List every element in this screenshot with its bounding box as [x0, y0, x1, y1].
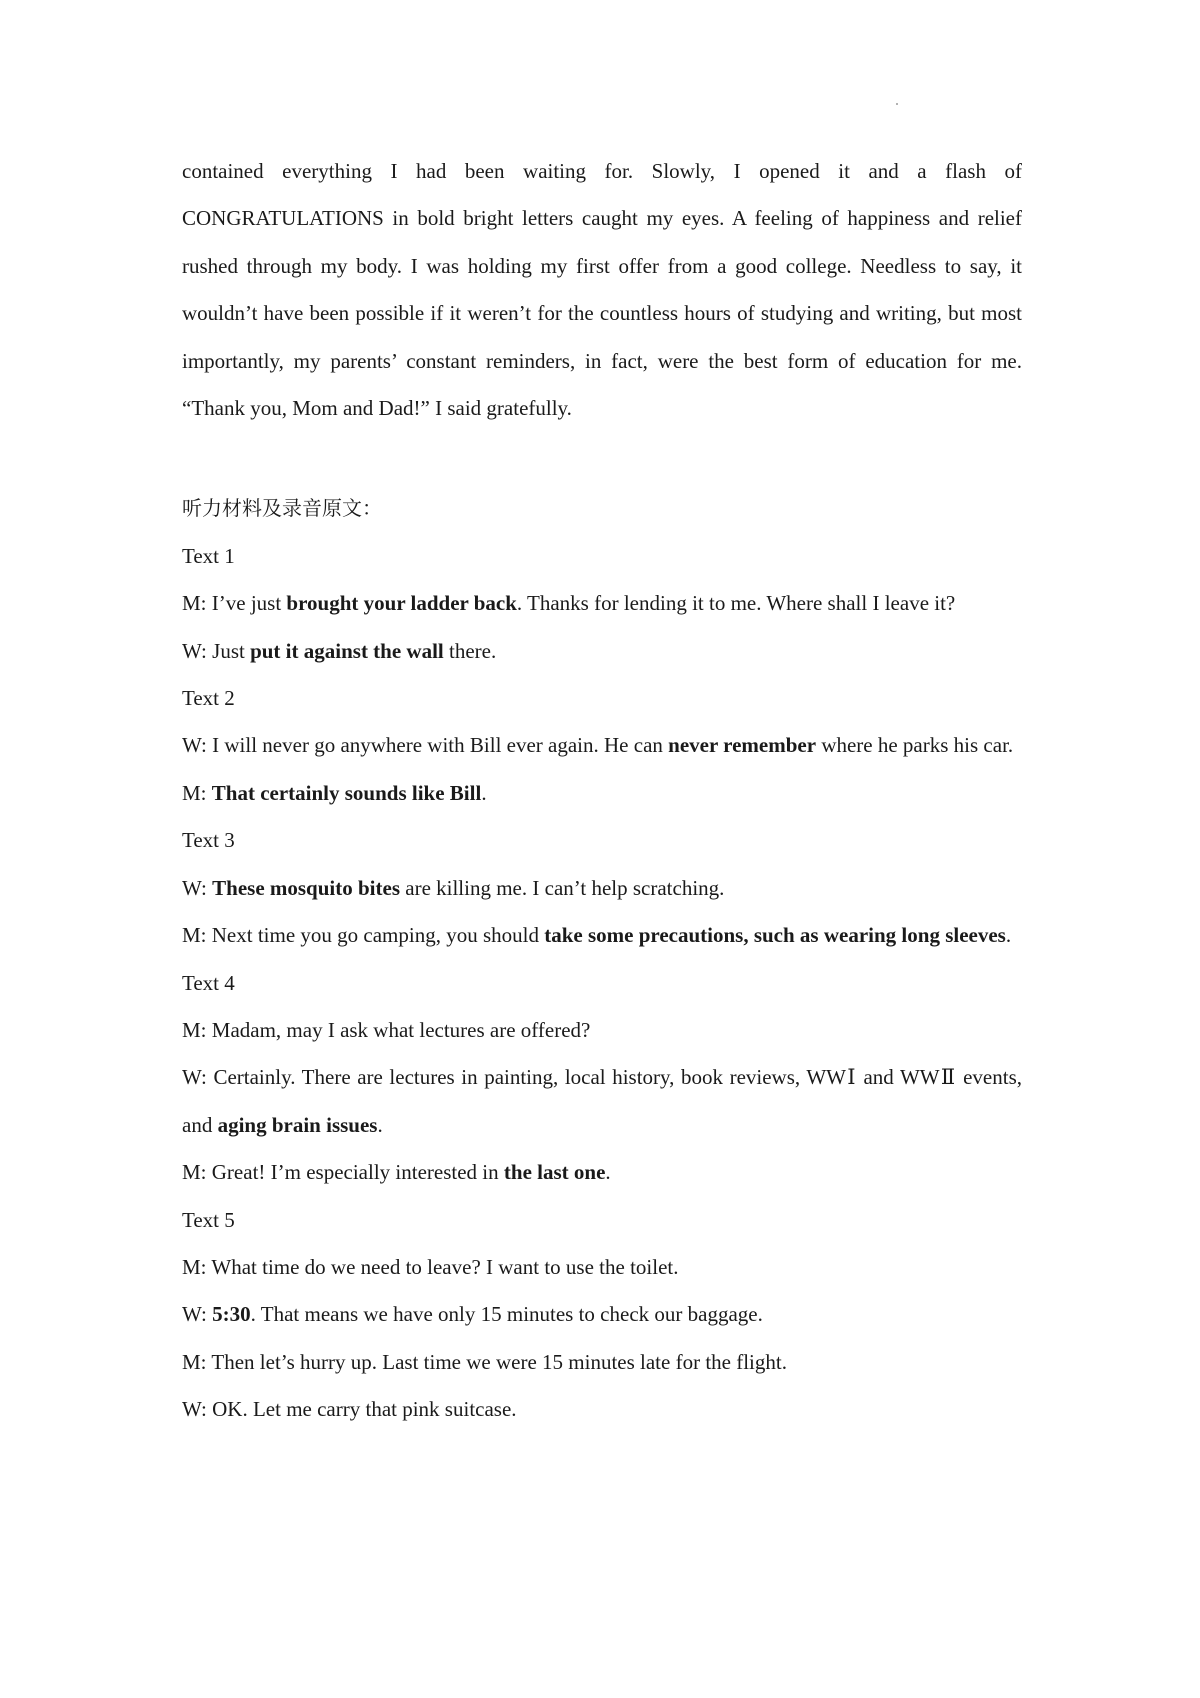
bold-key-phrase: put it against the wall — [250, 638, 444, 663]
dialogue-text: there. — [443, 638, 497, 663]
dialogue-text: Then let’s hurry up. Last time we were 15 minutes late for the flight. — [206, 1349, 787, 1374]
speaker-label: W: — [182, 1397, 207, 1422]
dialogue-text: Madam, may I ask what lectures are offered? — [206, 1017, 591, 1042]
bold-key-phrase: 5:30 — [212, 1302, 251, 1327]
bold-key-phrase: These mosquito bites — [212, 875, 400, 900]
dialogue-text: I’ve just — [206, 591, 287, 616]
dialogue-text: . That means we have only 15 minutes to check our baggage. — [250, 1302, 763, 1327]
dialogue-text: OK. Let me carry that pink suitcase. — [206, 1397, 517, 1422]
dialogue-text: . Thanks for lending it to me. Where shall I leave it? — [516, 591, 956, 616]
dialogue-text: . — [1005, 923, 1012, 948]
dialogue-text: Just — [206, 638, 251, 663]
dialogue-line — [182, 628, 1022, 675]
dialogue-text: . — [605, 1160, 611, 1185]
section-gap — [182, 432, 1022, 485]
text-title: Text 1 — [182, 543, 235, 568]
dialogue-line — [182, 722, 1022, 769]
bold-key-phrase: That certainly sounds like Bill — [211, 780, 482, 805]
speaker-label: W: — [182, 1302, 207, 1327]
text-title: Text 3 — [182, 828, 235, 853]
transcript — [182, 533, 1022, 1434]
speaker-label: M: — [182, 1349, 207, 1374]
dialogue-text: are killing me. I can’t help scratching. — [400, 875, 725, 900]
dialogue-line — [182, 1386, 1022, 1433]
page-content — [182, 148, 1022, 1434]
dialogue-text: where he parks his car. — [816, 733, 1014, 758]
speaker-label: W: — [182, 733, 207, 758]
section-heading: 听力材料及录音原文： — [182, 496, 382, 521]
dialogue-line — [182, 912, 1022, 959]
speaker-label: W: — [182, 638, 207, 663]
speaker-label: W: — [182, 1065, 207, 1090]
dialogue-line — [182, 1054, 1022, 1149]
text-title: Text 2 — [182, 686, 235, 711]
dialogue-text: . — [481, 780, 487, 805]
dialogue-line — [182, 1007, 1022, 1054]
dialogue-line — [182, 1244, 1022, 1291]
dialogue-line — [182, 1291, 1022, 1338]
speaker-label: M: — [182, 923, 207, 948]
speaker-label: M: — [182, 1017, 207, 1042]
dialogue-text: . — [377, 1112, 383, 1137]
speaker-label: M: — [182, 1160, 207, 1185]
scan-speck — [896, 103, 898, 105]
dialogue-line — [182, 580, 1022, 627]
speaker-label: M: — [182, 1254, 207, 1279]
dialogue-text: Certainly. There are lectures in painting, local history, book reviews, WWⅠ and WWⅡ events, and — [182, 1065, 1022, 1137]
speaker-label: M: — [182, 591, 207, 616]
bold-key-phrase: take some precautions, such as wearing long sleeves — [544, 923, 1006, 948]
dialogue-line — [182, 865, 1022, 912]
speaker-label: W: — [182, 875, 207, 900]
dialogue-line — [182, 1339, 1022, 1386]
dialogue-text: I will never go anywhere with Bill ever again. He can — [206, 733, 669, 758]
intro-paragraph: contained everything I had been waiting for. Slowly, I opened it and a flash of CONGRATULATIONS in bold bright letters caught my eyes. A feeling of happiness and relief rushed through my body. I was holding my first offer from a good college. Needless to say, it wouldn’t have been possible if it weren’t for the countless hours of studying and writing, but most importantly, my parents’ constant reminders, in fact, were the best form of education for me. “Thank you, Mom and Dad!” I said gratefully. — [182, 159, 1022, 421]
dialogue-text: Great! I’m especially interested in — [206, 1160, 504, 1185]
text-title: Text 5 — [182, 1207, 235, 1232]
dialogue-text: What time do we need to leave? I want to use the toilet. — [206, 1254, 679, 1279]
bold-key-phrase: never remember — [668, 733, 817, 758]
text-title: Text 4 — [182, 970, 235, 995]
bold-key-phrase: aging brain issues — [217, 1112, 378, 1137]
dialogue-line — [182, 770, 1022, 817]
dialogue-text: Next time you go camping, you should — [206, 923, 545, 948]
dialogue-line — [182, 1149, 1022, 1196]
bold-key-phrase: brought your ladder back — [286, 591, 517, 616]
speaker-label: M: — [182, 780, 207, 805]
bold-key-phrase: the last one — [503, 1160, 606, 1185]
